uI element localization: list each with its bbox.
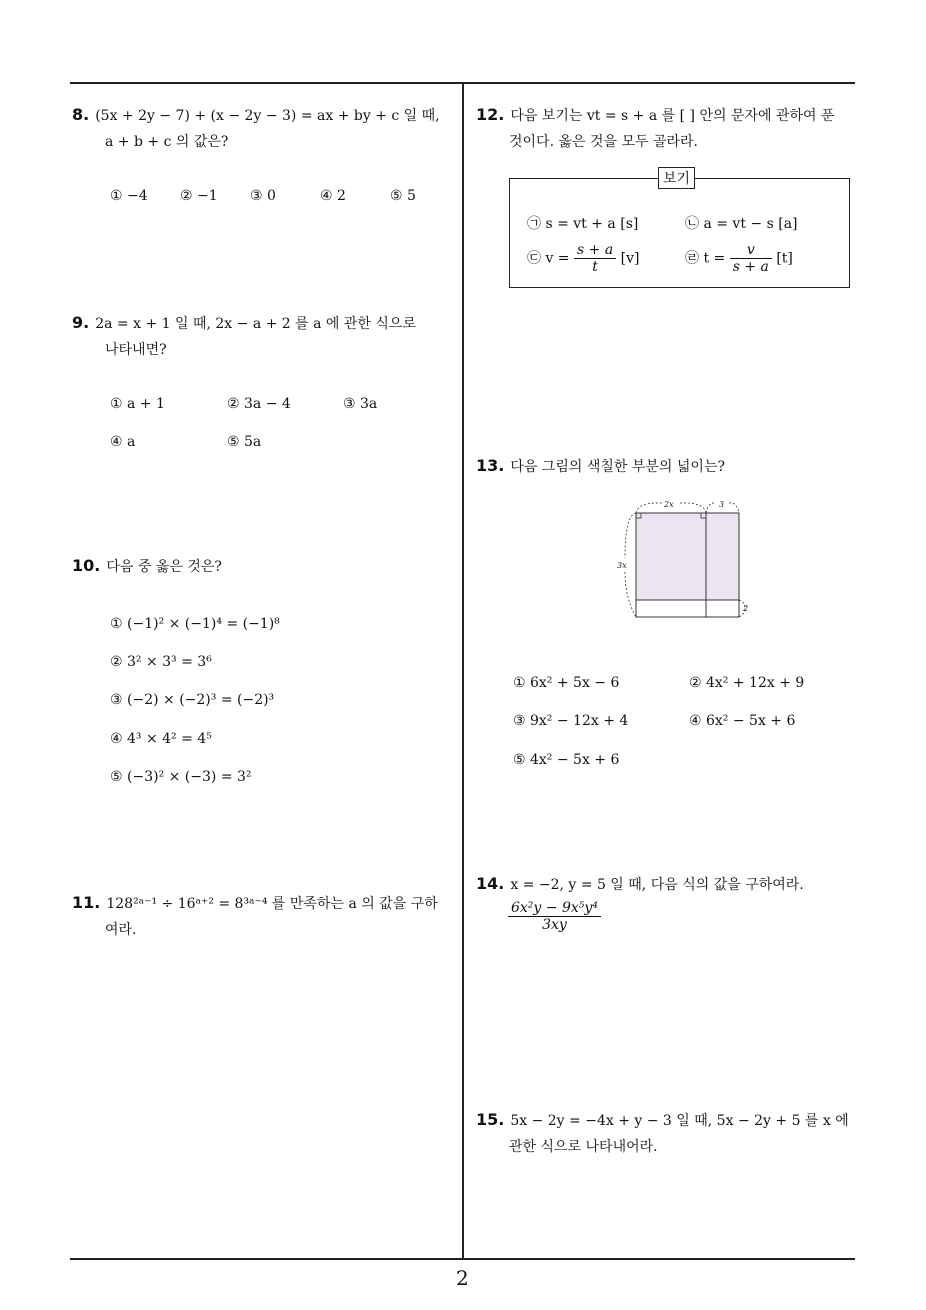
question-15	[476, 1107, 866, 1160]
bogi-item-c-lhs: ㉢ v =	[527, 250, 570, 267]
q14-fraction	[508, 900, 601, 933]
label-2: 2	[743, 604, 749, 613]
q8-option-4[interactable]: ④ 2	[320, 188, 346, 204]
question-11	[72, 890, 460, 943]
question-13	[476, 453, 866, 480]
q9-option-5[interactable]: ⑤ 5a	[227, 434, 262, 450]
question-8-line-1	[72, 102, 460, 129]
q8-option-5[interactable]: ⑤ 5	[390, 188, 416, 204]
question-12-text-2: 것이다. 옳은 것을 모두 골라라.	[509, 134, 698, 150]
bogi-item-c-denominator: t	[592, 259, 598, 275]
label-2x: 2x	[664, 500, 674, 509]
q9-option-4[interactable]: ④ a	[110, 434, 136, 450]
question-9-number: 9.	[72, 313, 90, 332]
bogi-item-a[interactable]: ㉠ s = vt + a [s]	[527, 216, 639, 232]
q14-expression	[508, 900, 601, 933]
label-3: 3	[719, 500, 725, 509]
question-8	[72, 102, 460, 155]
question-11-text-1: 128²ᵃ⁻¹ ÷ 16ᵃ⁺² = 8³ᵃ⁻⁴ 를 만족하는 a 의 값을 구하	[106, 896, 438, 912]
q13-option-1[interactable]: ① 6x² + 5x − 6	[513, 675, 620, 691]
bogi-item-c-tag: [v]	[620, 250, 640, 267]
q13-option-3[interactable]: ③ 9x² − 12x + 4	[513, 713, 629, 729]
q9-option-3[interactable]: ③ 3a	[343, 396, 378, 412]
q9-option-2[interactable]: ② 3a − 4	[227, 396, 291, 412]
brace-left	[625, 513, 636, 617]
q8-option-2[interactable]: ② −1	[180, 188, 218, 204]
q10-option-4[interactable]: ④ 4³ × 4² = 4⁵	[110, 731, 212, 747]
bogi-item-c-fraction	[574, 242, 616, 275]
q10-option-5[interactable]: ⑤ (−3)² × (−3) = 3²	[110, 769, 252, 785]
question-10-number: 10.	[72, 556, 101, 575]
column-divider	[462, 82, 464, 1260]
bogi-item-c-numerator: s + a	[574, 242, 616, 259]
question-8-text-1: (5x + 2y − 7) + (x − 2y − 3) = ax + by + c 일 때,	[95, 108, 440, 124]
question-15-text-2: 관한 식으로 나타내어라.	[509, 1139, 658, 1155]
question-13-number: 13.	[476, 456, 505, 475]
q10-option-3[interactable]: ③ (−2) × (−2)³ = (−2)³	[110, 692, 275, 708]
question-14	[476, 871, 866, 898]
bogi-item-d-numerator: v	[730, 242, 772, 259]
question-9-text-2: 나타내면?	[105, 342, 167, 358]
area-figure	[612, 498, 756, 624]
question-12-number: 12.	[476, 105, 505, 124]
label-3x: 3x	[617, 561, 627, 570]
question-13-text: 다음 그림의 색칠한 부분의 넓이는?	[510, 459, 725, 475]
question-9	[72, 310, 460, 363]
q10-option-2[interactable]: ② 3² × 3³ = 3⁶	[110, 654, 212, 670]
q14-denominator: 3xy	[542, 917, 567, 933]
question-8-number: 8.	[72, 105, 90, 124]
bogi-item-d-tag: [t]	[776, 250, 793, 267]
q13-option-2[interactable]: ② 4x² + 12x + 9	[689, 675, 805, 691]
bogi-item-d-fraction	[730, 242, 772, 275]
question-14-number: 14.	[476, 874, 505, 893]
question-10	[72, 553, 460, 580]
question-12	[476, 102, 866, 155]
page-number: 2	[456, 1266, 469, 1290]
bogi-item-d-denominator: s + a	[732, 259, 769, 275]
q10-option-1[interactable]: ① (−1)² × (−1)⁴ = (−1)⁸	[110, 616, 280, 632]
bogi-item-c[interactable]	[527, 242, 639, 275]
q8-option-3[interactable]: ③ 0	[250, 188, 276, 204]
bogi-title: 보기	[658, 167, 695, 189]
shaded-region	[636, 513, 739, 600]
question-9-text-1: 2a = x + 1 일 때, 2x − a + 2 를 a 에 관한 식으로	[95, 316, 416, 332]
question-12-text-1: 다음 보기는 vt = s + a 를 [ ] 안의 문자에 관하여 푼	[510, 108, 835, 124]
q13-option-5[interactable]: ⑤ 4x² − 5x + 6	[513, 752, 620, 768]
q14-numerator: 6x²y − 9x⁵y⁴	[508, 900, 601, 917]
question-10-text: 다음 중 옳은 것은?	[106, 559, 222, 575]
bottom-rule	[70, 1258, 855, 1260]
q9-option-1[interactable]: ① a + 1	[110, 396, 165, 412]
q13-option-4[interactable]: ④ 6x² − 5x + 6	[689, 713, 796, 729]
question-8-text-2: a + b + c 의 값은?	[105, 134, 229, 150]
question-11-text-2: 여라.	[105, 922, 137, 938]
bogi-item-b[interactable]: ㉡ a = vt − s [a]	[685, 216, 798, 232]
question-14-text: x = −2, y = 5 일 때, 다음 식의 값을 구하여라.	[510, 877, 804, 893]
bogi-item-d-lhs: ㉣ t =	[685, 250, 726, 267]
question-15-number: 15.	[476, 1110, 505, 1129]
bogi-item-d[interactable]	[685, 242, 793, 275]
question-11-number: 11.	[72, 893, 101, 912]
question-15-text-1: 5x − 2y = −4x + y − 3 일 때, 5x − 2y + 5 를 x 에	[510, 1113, 849, 1129]
q8-option-1[interactable]: ① −4	[110, 188, 148, 204]
